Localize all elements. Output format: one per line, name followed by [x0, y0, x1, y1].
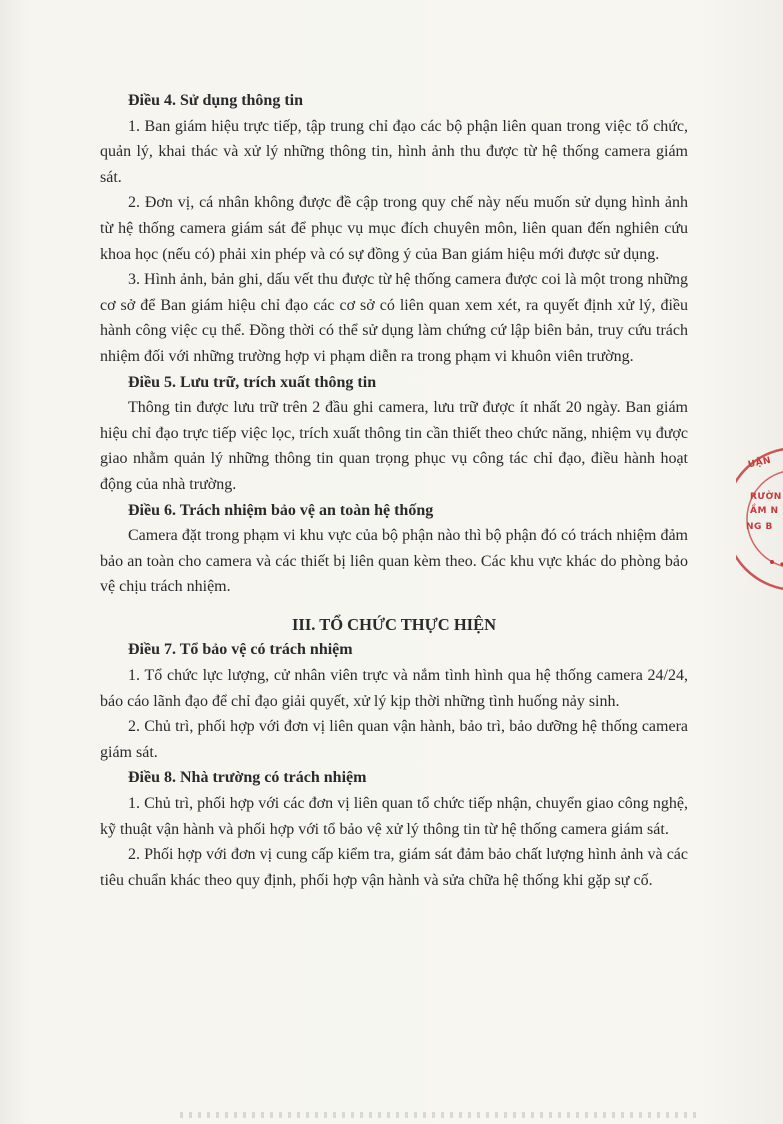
article-7-heading: Điều 7. Tổ bảo vệ có trách nhiệm: [128, 641, 353, 659]
document-body: [100, 88, 688, 893]
article-6-heading: Điều 6. Trách nhiệm bảo vệ an toàn hệ thống: [128, 501, 434, 519]
article-8-heading: Điều 8. Nhà trường có trách nhiệm: [128, 769, 367, 787]
seal-text-4: NG B: [746, 522, 773, 532]
article-4-paragraph-2: 2. Đơn vị, cá nhân không được đề cập trong quy chế này nếu muốn sử dụng hình ảnh từ hệ thống camera giám sát để phục vụ mục đích chuyên môn, liên quan đến nghiên cứu khoa học (nếu có) phải xin phép và có sự đồng ý của Ban giám hiệu mới được sử dụng.: [100, 194, 688, 263]
article-4-heading: Điều 4. Sử dụng thông tin: [128, 92, 303, 109]
article-7-paragraph-1: 1. Tổ chức lực lượng, cử nhân viên trực và nắm tình hình qua hệ thống camera 24/24, báo cáo lãnh đạo để chỉ đạo giải quyết, xử lý kịp thời những tình huống nảy sinh.: [100, 667, 688, 710]
article-8-paragraph-2: 2. Phối hợp với đơn vị cung cấp kiểm tra, giám sát đảm bảo chất lượng hình ảnh và các tiêu chuẩn khác theo quy định, phối hợp vận hành và sửa chữa hệ thống khi gặp sự cố.: [100, 846, 688, 889]
section-title: III. TỔ CHỨC THỰC HIỆN: [292, 614, 496, 634]
scan-artifact: [180, 1112, 700, 1118]
article-4-paragraph-3: 3. Hình ảnh, bản ghi, dấu vết thu được từ hệ thống camera được coi là một trong những cơ sở để Ban giám hiệu chỉ đạo các cơ sở có liên quan xem xét, ra quyết định xử lý, điều hành công việc cụ thể. Đồng thời có thể sử dụng làm chứng cứ lập biên bản, truy cứu trách nhiệm đối với những trường hợp vi phạm diễn ra trong phạm vi khuôn viên trường.: [100, 271, 688, 365]
article-7-paragraph-2: 2. Chủ trì, phối hợp với đơn vị liên quan vận hành, bảo trì, bảo dưỡng hệ thống camera giám sát.: [100, 718, 688, 761]
seal-text-1: UẬN: [747, 455, 773, 471]
article-5-paragraph-1: Thông tin được lưu trữ trên 2 đầu ghi camera, lưu trữ được ít nhất 20 ngày. Ban giám hiệu chỉ đạo trực tiếp việc lọc, trích xuất thông tin cần thiết theo chức năng, nhiệm vụ được giao nhằm quản lý những thông tin quan trọng phục vụ công tác chỉ đạo, điều hành hoạt động của nhà trường.: [100, 399, 688, 493]
red-seal-fragment: [736, 440, 783, 610]
seal-text-2: RƯỜN: [750, 492, 782, 502]
article-6-paragraph-1: Camera đặt trong phạm vi khu vực của bộ phận nào thì bộ phận đó có trách nhiệm đảm bảo an toàn cho camera và các thiết bị liên quan kèm theo. Các khu vực khác do phòng bảo vệ chịu trách nhiệm.: [100, 527, 688, 596]
seal-text-3: ẦM N: [750, 506, 779, 516]
article-4-paragraph-1: 1. Ban giám hiệu trực tiếp, tập trung chỉ đạo các bộ phận liên quan trong việc tổ chức, quản lý, khai thác và xử lý những thông tin, hình ảnh thu được từ hệ thống camera giám sát.: [100, 117, 688, 186]
article-8-paragraph-1: 1. Chủ trì, phối hợp với các đơn vị liên quan tổ chức tiếp nhận, chuyển giao công nghệ, kỹ thuật vận hành và phối hợp với tổ bảo vệ xử lý thông tin từ hệ thống camera giám sát.: [100, 795, 688, 838]
article-5-heading: Điều 5. Lưu trữ, trích xuất thông tin: [128, 373, 377, 391]
